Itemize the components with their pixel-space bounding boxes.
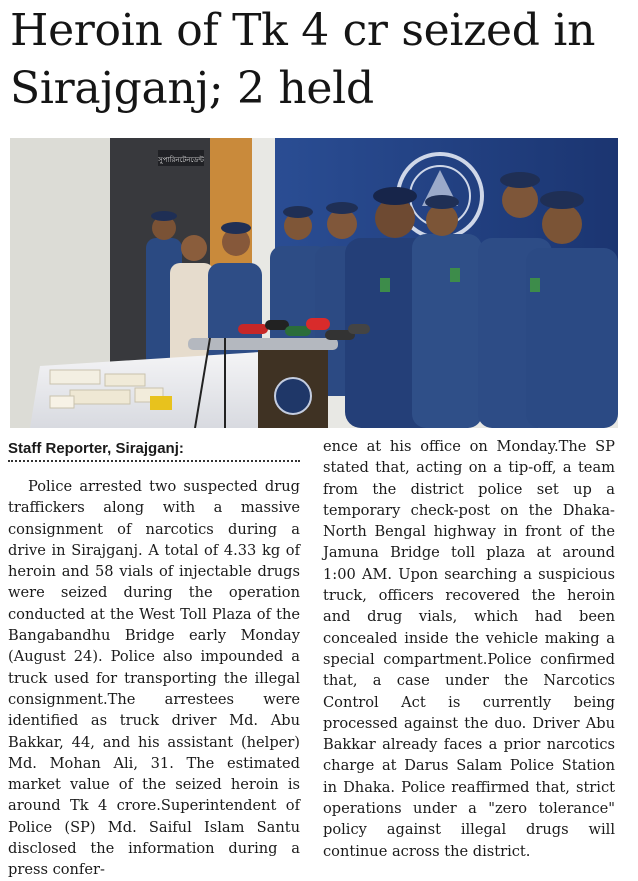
byline-divider <box>8 460 300 462</box>
door-sign: সুপারিনটেনডেন্ট <box>158 156 204 164</box>
article-column-1: Police arrested two suspected drug traffickers along with a massive consignment of narcotics during a drive in Sirajganj. A total of 4.33 kg of heroin and 58 vials of injectable drugs were seized during the operation conducted at the West Toll Plaza of the Bangabandhu Bridge early Monday (August 24). Police also impounded a truck used for transporting the illegal consignment.The arrestees were identified as truck driver Md. Abu Bakkar, 44, and his assistant (helper) Md. Mohan Ali, 31. The estimated market value of the seized heroin is around Tk 4 crore.Superintendent of Police (SP) Md. Saiful Islam Santu disclosed the information during a press confer- <box>8 478 300 879</box>
byline: Staff Reporter, Sirajganj: <box>8 440 184 457</box>
headline: Heroin of Tk 4 cr seized in Sirajganj; 2 held <box>10 5 596 114</box>
press-conference-photo <box>10 138 618 428</box>
article-column-2: ence at his office on Monday.The SP stated that, acting on a tip-off, a team from the district police set up a temporary check-post on the Dhaka-North Bengal highway in front of the Jamuna Bridge toll plaza at around 1:00 AM. Upon searching a suspicious truck, officers recovered the heroin and drug vials, which had been concealed inside the vehicle making a special compartment.Police confirmed that, a case under the Narcotics Control Act is currently being processed against the duo. Driver Abu Bakkar already faces a prior narcotics charge at Darus Salam Police Station in Dhaka. Police reaffirmed that, strict operations under a "zero tolerance" policy against illegal drugs will continue across the district. <box>323 438 615 860</box>
